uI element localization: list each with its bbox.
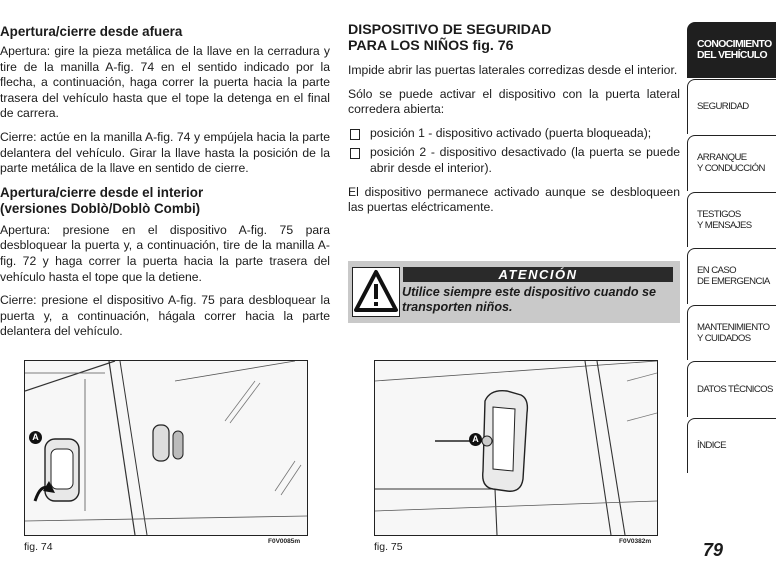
checkbox-bullet-icon	[350, 129, 360, 140]
section-heading-outside: Apertura/cierre desde afuera	[0, 24, 183, 39]
tab-label: EN CASO DE EMERGENCIA	[697, 265, 770, 288]
tab-label: ARRANQUE Y CONDUCCIÓN	[697, 152, 765, 175]
chapter-sidebar	[687, 22, 776, 474]
tab-datos-tecnicos[interactable]	[687, 361, 776, 417]
list-item	[348, 126, 680, 142]
paragraph-closing-inside: Cierre: presione el dispositivo A-fig. 75 para desbloquear la puerta y, a continuación, hágala correr hacia la parte delantera del vehículo.	[0, 293, 330, 339]
marker-a-label: A	[32, 432, 39, 442]
tab-mantenimiento-y-cuidados[interactable]	[687, 305, 776, 361]
figure-74-caption: fig. 74	[24, 541, 53, 553]
figure-75-code: F0V0382m	[619, 538, 652, 545]
figure-74-illustration	[24, 360, 308, 536]
page-number: 79	[703, 540, 724, 560]
heading-line-2: PARA LOS NIÑOS fig. 76	[348, 38, 514, 54]
tab-testigos-y-mensajes[interactable]	[687, 192, 776, 248]
marker-a	[469, 433, 482, 446]
paragraph-opening-outside: Apertura: gire la pieza metálica de la llave en la cerradura y tire de la manilla A-fig. 74 en el sentido indicado por la flecha, a continuación, haga correr la puerta hacia la parte trasera del vehículo hasta que el tope la detenga en el final de carrera.	[0, 44, 330, 121]
list-item-text: posición 2 - dispositivo desactivado (la puerta se puede abrir desde el interior).	[370, 145, 680, 175]
left-column	[0, 24, 330, 348]
tab-label: TESTIGOS Y MENSAJES	[697, 208, 752, 231]
tab-label: CONOCIMIENTO DEL VEHÍCULO	[697, 39, 772, 62]
paragraph-opening-inside: Apertura: presione en el dispositivo A-fig. 75 para desbloquear la puerta y, a continuación, tire de la manilla A-fig. 72 y haga correr la puerta hacia la parte trasera del vehículo hasta el tope que la detiene.	[0, 222, 330, 284]
tab-indice[interactable]	[687, 418, 776, 474]
figure-74-code: F0V0085m	[268, 538, 301, 545]
paragraph-closing-outside: Cierre: actúe en la manilla A-fig. 74 y empújela hacia la parte delantera del vehículo. Girar la llave hasta la posición de la parte metálica de la llave en sentido de cierre.	[0, 129, 330, 176]
heading-line-1: Apertura/cierre desde el interior	[0, 184, 204, 200]
tab-arranque-y-conduccion[interactable]	[687, 135, 776, 191]
middle-column	[348, 22, 680, 224]
warning-triangle-icon	[352, 267, 400, 317]
tab-label: DATOS TÉCNICOS	[697, 383, 773, 395]
paragraph-purpose: Impide abrir las puertas laterales corredizas desde el interior.	[348, 63, 678, 77]
marker-a	[29, 431, 42, 444]
list-item-text: posición 1 - dispositivo activado (puerta bloqueada);	[370, 125, 652, 140]
figure-75-illustration	[374, 360, 658, 536]
paragraph-persistence: El dispositivo permanece activado aunque se desbloqueen las puertas eléctricamente.	[348, 184, 680, 215]
list-item	[348, 145, 680, 176]
section-heading-child-safety	[348, 22, 680, 54]
section-heading-inside	[0, 185, 330, 217]
tab-conocimiento-del-vehiculo[interactable]	[687, 22, 776, 78]
marker-a-label: A	[472, 434, 479, 444]
tab-en-caso-de-emergencia[interactable]	[687, 248, 776, 304]
tab-seguridad[interactable]	[687, 79, 776, 135]
tab-label: SEGURIDAD	[697, 101, 749, 113]
figure-75-caption: fig. 75	[374, 541, 403, 553]
heading-line-1: DISPOSITIVO DE SEGURIDAD	[348, 22, 552, 38]
warning-box	[348, 261, 680, 323]
heading-line-2: (versiones Doblò/Doblò Combi)	[0, 200, 201, 216]
warning-title: ATENCIÓN	[403, 267, 673, 282]
tab-label: MANTENIMIENTO Y CUIDADOS	[697, 321, 770, 344]
checkbox-bullet-icon	[350, 148, 360, 159]
tab-label: ÍNDICE	[697, 440, 726, 452]
warning-text: Utilice siempre este dispositivo cuando se transporten niños.	[402, 285, 657, 314]
paragraph-activation: Sólo se puede activar el dispositivo con la puerta lateral corredera abierta:	[348, 86, 680, 117]
